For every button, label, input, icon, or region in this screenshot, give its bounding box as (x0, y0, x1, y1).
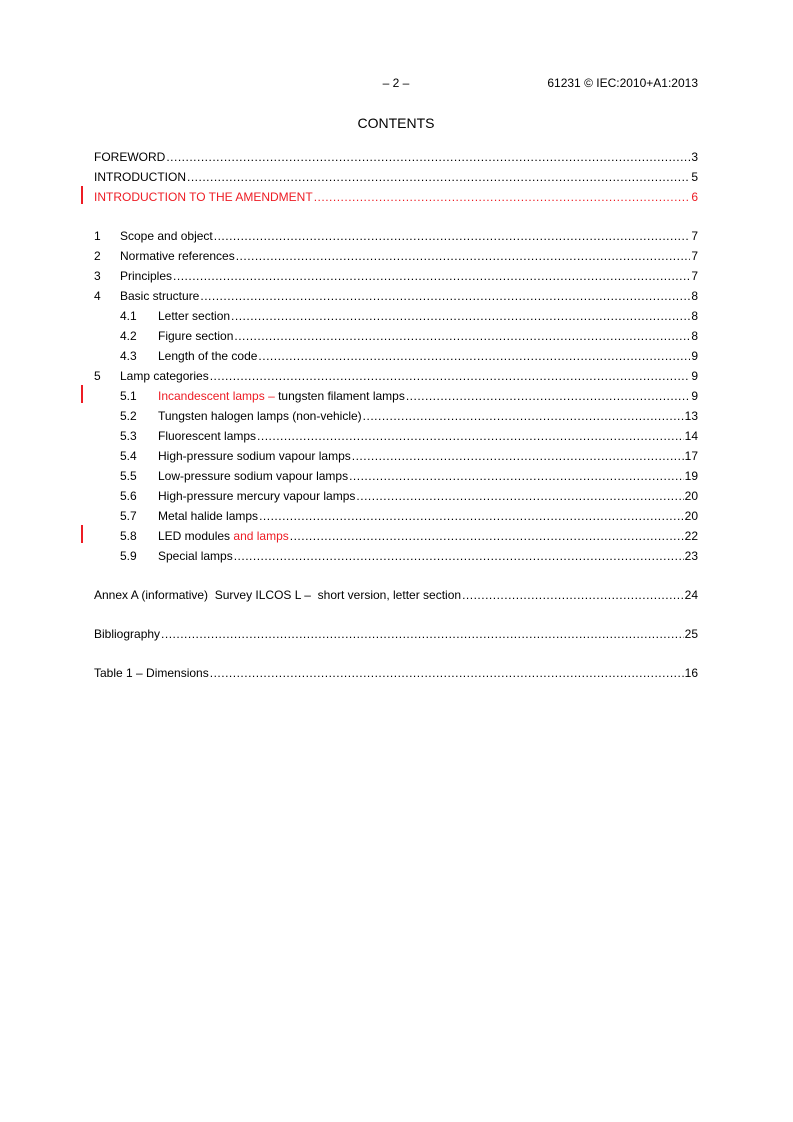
toc-entry-section-4-1[interactable] (94, 304, 698, 324)
toc-entry-title: Tungsten halogen lamps (non-vehicle) (158, 409, 362, 423)
toc-entry-annex-a[interactable] (94, 583, 698, 603)
dot-leader (314, 189, 691, 205)
table-of-contents (94, 145, 698, 681)
toc-entry-number: 4.1 (120, 309, 137, 323)
dot-leader (234, 328, 690, 344)
toc-entry-number: 1 (94, 229, 101, 243)
toc-entry-page: 7 (691, 229, 698, 243)
dot-leader (257, 428, 684, 444)
dot-leader (236, 248, 691, 264)
dot-leader (363, 408, 684, 424)
dot-leader (210, 665, 684, 681)
toc-entry-title: Low-pressure sodium vapour lamps (158, 469, 349, 483)
toc-entry-section-5[interactable] (94, 364, 698, 384)
toc-entry-title: Principles (120, 269, 173, 283)
toc-entry-title: INTRODUCTION (94, 170, 186, 184)
toc-entry-number: 5.1 (120, 389, 137, 403)
toc-entry-foreword[interactable] (94, 145, 698, 165)
dot-leader (258, 348, 690, 364)
dot-leader (210, 368, 691, 384)
toc-entry-number: 5.3 (120, 429, 137, 443)
change-bar (81, 385, 83, 403)
toc-title: CONTENTS (357, 115, 435, 131)
toc-entry-page: 7 (691, 249, 698, 263)
toc-entry-number: 5.7 (120, 509, 137, 523)
toc-entry-title (158, 528, 289, 544)
toc-entry-page: 3 (691, 150, 698, 164)
toc-entry-number: 2 (94, 249, 101, 263)
toc-entry-section-5-3[interactable] (94, 424, 698, 444)
toc-entry-page: 20 (684, 509, 698, 523)
toc-entry-page: 9 (691, 349, 698, 363)
toc-entry-page: 24 (684, 588, 698, 602)
toc-entry-section-5-1[interactable] (94, 384, 698, 404)
amended-text: and lamps (233, 529, 289, 543)
amended-text: Incandescent lamps – (158, 389, 275, 403)
toc-entry-page: 13 (684, 409, 698, 423)
dot-leader (290, 528, 684, 544)
toc-entry-title: Basic structure (120, 289, 200, 303)
toc-entry-page: 6 (691, 190, 698, 204)
toc-entry-section-1[interactable] (94, 224, 698, 244)
original-text: LED modules (158, 529, 231, 543)
toc-entry-number: 5.6 (120, 489, 137, 503)
toc-entry-number: 5.5 (120, 469, 137, 483)
dot-leader (406, 388, 690, 404)
toc-entry-page: 14 (684, 429, 698, 443)
change-bar (81, 186, 83, 204)
toc-entry-page: 7 (691, 269, 698, 283)
toc-entry-title: Normative references (120, 249, 235, 263)
toc-entry-title: High-pressure sodium vapour lamps (158, 449, 351, 463)
toc-entry-introduction[interactable] (94, 165, 698, 185)
toc-entry-section-5-5[interactable] (94, 464, 698, 484)
toc-entry-section-5-4[interactable] (94, 444, 698, 464)
toc-entry-page: 8 (691, 309, 698, 323)
toc-entry-page: 25 (684, 627, 698, 641)
toc-entry-section-4-2[interactable] (94, 324, 698, 344)
toc-entry-page: 8 (691, 329, 698, 343)
toc-entry-title: Scope and object (120, 229, 213, 243)
toc-entry-page: 17 (684, 449, 698, 463)
dot-leader (173, 268, 690, 284)
toc-entry-number: 5 (94, 369, 101, 383)
dot-leader (231, 308, 690, 324)
toc-entry-title: Annex A (informative) Survey ILCOS L – short version, letter section (94, 588, 462, 602)
toc-entry-title (158, 388, 405, 404)
toc-entry-title: Table 1 – Dimensions (94, 666, 209, 680)
toc-entry-introduction-amendment[interactable] (94, 185, 698, 205)
toc-entry-section-5-2[interactable] (94, 404, 698, 424)
dot-leader (356, 488, 683, 504)
toc-entry-number: 5.2 (120, 409, 137, 423)
dot-leader (234, 548, 684, 564)
toc-entry-page: 19 (684, 469, 698, 483)
toc-entry-number: 5.8 (120, 529, 137, 543)
dot-leader (214, 228, 691, 244)
toc-entry-title: Lamp categories (120, 369, 209, 383)
toc-entry-title: FOREWORD (94, 150, 166, 164)
dot-leader (259, 508, 684, 524)
toc-entry-bibliography[interactable] (94, 622, 698, 642)
change-bar (81, 525, 83, 543)
toc-entry-number: 4.2 (120, 329, 137, 343)
document-reference: 61231 © IEC:2010+A1:2013 (547, 76, 698, 90)
toc-entry-section-4[interactable] (94, 284, 698, 304)
toc-entry-title: Fluorescent lamps (158, 429, 257, 443)
dot-leader (352, 448, 684, 464)
toc-entry-title: Special lamps (158, 549, 233, 563)
toc-entry-section-5-7[interactable] (94, 504, 698, 524)
toc-entry-page: 9 (691, 369, 698, 383)
toc-entry-title: Metal halide lamps (158, 509, 259, 523)
toc-entry-page: 16 (684, 666, 698, 680)
toc-entry-page: 22 (684, 529, 698, 543)
toc-entry-page: 8 (691, 289, 698, 303)
dot-leader (349, 468, 684, 484)
toc-entry-number: 4 (94, 289, 101, 303)
toc-entry-section-2[interactable] (94, 244, 698, 264)
toc-entry-title: Length of the code (158, 349, 258, 363)
toc-entry-title: Letter section (158, 309, 231, 323)
toc-entry-section-4-3[interactable] (94, 344, 698, 364)
toc-entry-section-5-6[interactable] (94, 484, 698, 504)
page-header (94, 76, 698, 94)
toc-entry-title: Bibliography (94, 627, 161, 641)
toc-entry-number: 3 (94, 269, 101, 283)
dot-leader (161, 626, 684, 642)
page-number: – 2 – (382, 76, 410, 90)
toc-entry-page: 23 (684, 549, 698, 563)
toc-entry-section-5-9[interactable] (94, 544, 698, 564)
toc-entry-title: INTRODUCTION TO THE AMENDMENT (94, 190, 313, 204)
toc-entry-page: 20 (684, 489, 698, 503)
dot-leader (166, 149, 690, 165)
toc-entry-title: High-pressure mercury vapour lamps (158, 489, 356, 503)
dot-leader (200, 288, 690, 304)
dot-leader (462, 587, 684, 603)
toc-entry-section-3[interactable] (94, 264, 698, 284)
toc-entry-title: Figure section (158, 329, 234, 343)
toc-entry-page: 5 (691, 170, 698, 184)
toc-entry-number: 5.4 (120, 449, 137, 463)
toc-entry-number: 4.3 (120, 349, 137, 363)
toc-entry-table-1[interactable] (94, 661, 698, 681)
original-text: tungsten filament lamps (278, 389, 405, 403)
toc-entry-page: 9 (691, 389, 698, 403)
toc-entry-section-5-8[interactable] (94, 524, 698, 544)
toc-entry-number: 5.9 (120, 549, 137, 563)
dot-leader (187, 169, 690, 185)
